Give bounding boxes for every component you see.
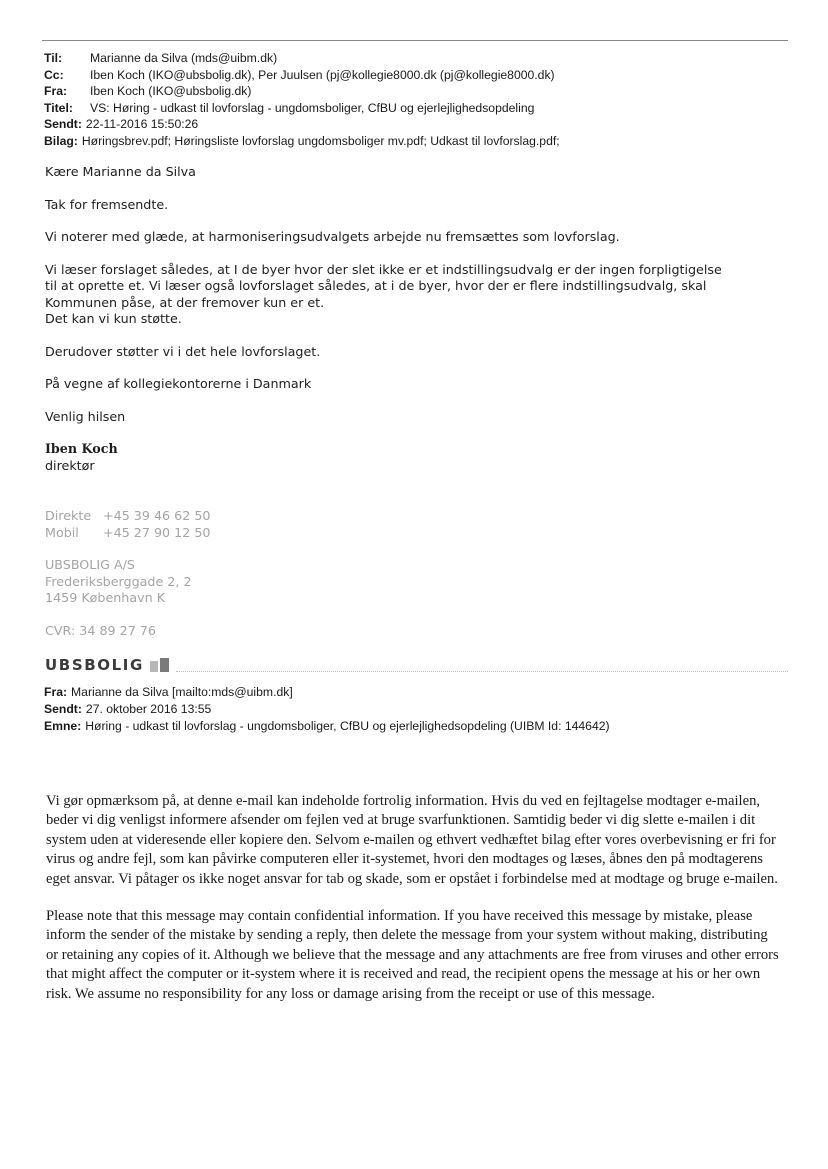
forwarded-subject-label: Emne: <box>44 718 82 733</box>
header-sent-value: 22-11-2016 15:50:26 <box>85 117 199 132</box>
signature-title: direktør <box>45 457 95 473</box>
body-paragraph-3-line: Det kan vi kun støtte. <box>45 311 182 326</box>
logo-mark-icon <box>150 658 170 672</box>
header-from-label: Fra: <box>44 84 68 99</box>
email-header <box>44 50 804 150</box>
body-paragraph-3 <box>45 262 785 328</box>
contact-mobile-row <box>45 525 211 542</box>
logo-text: UBSBOLIG <box>45 656 144 674</box>
header-title-label: Titel: <box>44 100 73 115</box>
disclaimer <box>46 792 782 1022</box>
header-sent-label: Sendt: <box>44 117 82 132</box>
forwarded-from-label: Fra: <box>44 685 68 699</box>
contact-block <box>45 508 211 639</box>
header-title-row <box>44 100 804 117</box>
body-paragraph-2: Vi noterer med glæde, at harmoniseringsudvalgets arbejde nu fremsættes som lovforslag. <box>45 229 620 244</box>
contact-direct-row <box>45 508 211 525</box>
forwarded-sent-row <box>44 701 804 718</box>
forward-divider <box>176 671 788 672</box>
header-to-label: Til: <box>44 51 63 65</box>
header-from-row <box>44 83 804 100</box>
header-title-value: VS: Høring - udkast til lovforslag - ungdomsboliger, CfBU og ejerlejlighedsopdeling <box>90 100 535 115</box>
email-body <box>45 164 785 474</box>
body-paragraph-1: Tak for fremsendte. <box>45 196 169 212</box>
contact-city: 1459 København K <box>45 590 166 605</box>
forwarded-subject-row <box>44 718 804 735</box>
forwarded-subject-value: Høring - udkast til lovforslag - ungdomsboliger, CfBU og ejerlejlighedsopdeling (UIBM Id: 144642) <box>85 718 610 733</box>
company-logo <box>45 656 170 674</box>
body-paragraph-5: På vegne af kollegiekontorerne i Danmark <box>45 376 312 391</box>
contact-mobile-value: +45 27 90 12 50 <box>103 524 211 540</box>
header-divider <box>42 40 788 41</box>
forwarded-from-row <box>44 684 804 701</box>
disclaimer-danish: Vi gør opmærksom på, at denne e-mail kan indeholde fortrolig information. Hvis du ved en fejltagelse modtager e-mailen, beder vi dig venligst informere afsender om fejlen ved at bruge svarfunktionen. Samtidig beder vi dig slette e-mailen i dit system uden at videresende eller kopiere den. Selvom e-mailen og ethvert vedhæftet bilag efter vores overbevisning er fri for virus og andre fejl, som kan påvirke computeren eller it-systemet, hvori den modtages og læses, åbnes den på modtagerens eget ansvar. Vi påtager os ikke noget ansvar for tab og skade, som er opstået i forbindelse med at modtage og bruge e-mailen. <box>46 793 778 887</box>
body-paragraph-3-line: Kommunen påse, at der fremover kun er et. <box>45 294 325 310</box>
forwarded-sent-value: 27. oktober 2016 13:55 <box>85 701 212 716</box>
header-cc-value: Iben Koch (IKO@ubsbolig.dk), Per Juulsen (pj@kollegie8000.dk (pj@kollegie8000.dk) <box>90 67 555 82</box>
contact-street: Frederiksberggade 2, 2 <box>45 573 192 589</box>
contact-direct-value: +45 39 46 62 50 <box>103 508 211 523</box>
contact-company: UBSBOLIG A/S <box>45 557 135 572</box>
header-from-value: Iben Koch (IKO@ubsbolig.dk) <box>90 84 252 99</box>
body-paragraph-4: Derudover støtter vi i det hele lovforslaget. <box>45 343 321 359</box>
forwarded-from-value: Marianne da Silva [mailto:mds@uibm.dk] <box>71 685 293 699</box>
signature-name: Iben Koch <box>45 441 118 456</box>
forwarded-header <box>44 684 804 734</box>
body-paragraph-3-line: til at oprette et. Vi læser også lovforslaget således, at i de byer, hvor der er flere indstillingsudvalg, skal <box>45 278 707 293</box>
header-attachments-value: Høringsbrev.pdf; Høringsliste lovforslag ungdomsboliger mv.pdf; Udkast til lovforslag.pdf; <box>81 133 560 148</box>
header-cc-label: Cc: <box>44 67 64 82</box>
contact-direct-label: Direkte <box>45 508 92 523</box>
contact-cvr: CVR: 34 89 27 76 <box>45 622 156 638</box>
disclaimer-english: Please note that this message may contain confidential information. If you have received this message by mistake, please inform the sender of the mistake by sending a reply, then delete the message from your system without making, distributing or retaining any copies of it. Although we believe that the message and any attachments are free from viruses and other errors that might affect the computer or it-system where it is received and read, the recipient opens the message at his or her own risk. We assume no responsibility for any loss or damage arising from the receipt or use of this message. <box>46 908 779 1002</box>
header-to-row <box>44 50 804 67</box>
forwarded-sent-label: Sendt: <box>44 701 82 716</box>
contact-mobile-label: Mobil <box>45 524 79 540</box>
signature <box>45 441 785 474</box>
greeting: Kære Marianne da Silva <box>45 164 196 179</box>
header-sent-row <box>44 116 804 133</box>
header-attachments-row <box>44 133 804 150</box>
header-cc-row <box>44 67 804 84</box>
body-paragraph-3-line: Vi læser forslaget således, at I de byer hvor der slet ikke er et indstillingsudvalg er der ingen forpligtigelse <box>45 261 722 277</box>
header-to-value: Marianne da Silva (mds@uibm.dk) <box>90 51 278 65</box>
header-attachments-label: Bilag: <box>44 133 78 148</box>
closing: Venlig hilsen <box>45 408 126 424</box>
